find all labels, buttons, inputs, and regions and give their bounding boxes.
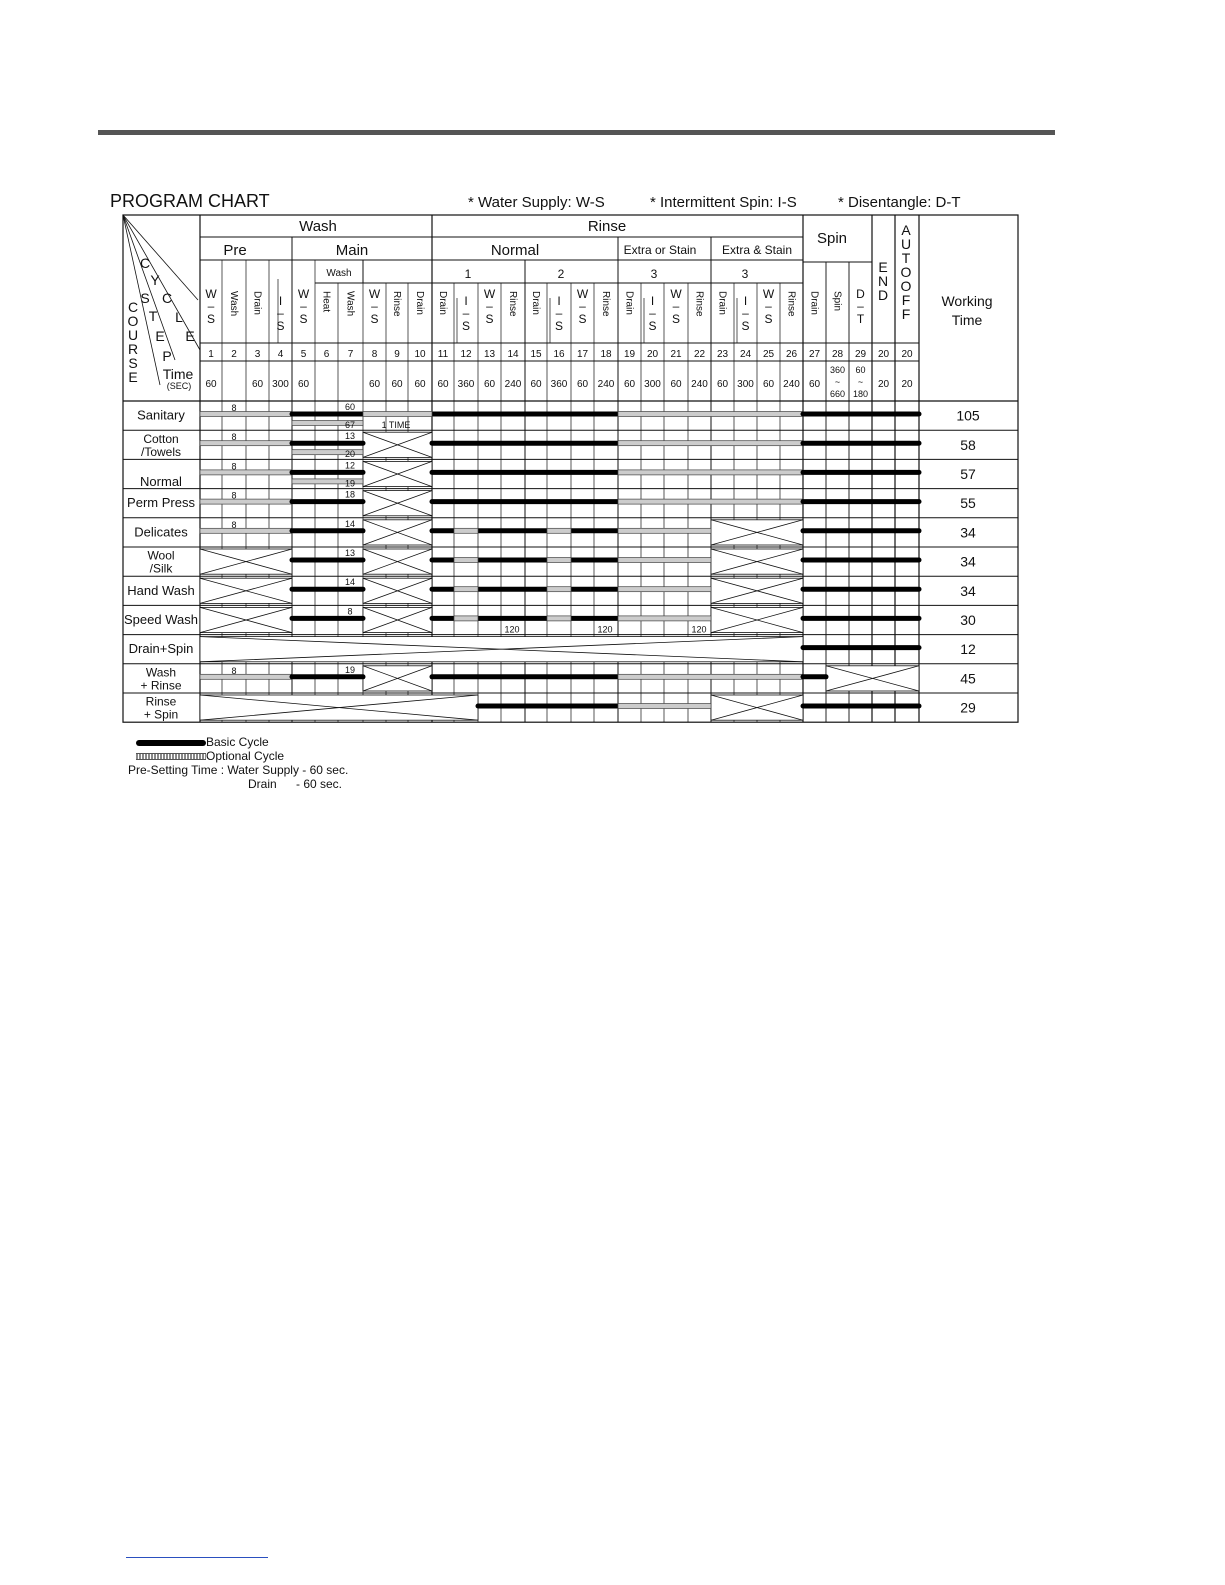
step-label-1-c: S bbox=[206, 312, 216, 326]
step-time-19: 60 bbox=[623, 379, 636, 390]
group-rinse-1: 1 bbox=[464, 267, 472, 281]
step-number-30: 20 bbox=[877, 349, 890, 360]
optional-cycle-bar bbox=[200, 412, 292, 417]
legend-basic-label: Basic Cycle bbox=[206, 735, 269, 749]
optional-cycle-bar bbox=[547, 528, 571, 533]
step-number-12: 12 bbox=[460, 349, 472, 360]
legend-presetting-drain bbox=[128, 777, 348, 791]
course-working-time-2: 57 bbox=[960, 466, 976, 482]
group-normal: Normal bbox=[490, 242, 540, 259]
step-label-9: Rinse bbox=[391, 291, 402, 317]
corner-course-0: C bbox=[127, 299, 139, 315]
step-label-16-c: S bbox=[554, 319, 564, 333]
course-name-2: Normal bbox=[140, 474, 182, 489]
step-number-16: 16 bbox=[553, 349, 565, 360]
step-label-4-a: I bbox=[278, 294, 283, 308]
step-label-24-b: – bbox=[742, 306, 749, 320]
step-label-24-a: I bbox=[743, 294, 748, 308]
course-working-time-1: 58 bbox=[960, 436, 976, 453]
step-label-25-c: S bbox=[764, 312, 773, 326]
corner-cycle-4: E bbox=[185, 328, 195, 344]
main-wash-minutes-3: 18 bbox=[344, 489, 356, 500]
step-number-4: 4 bbox=[277, 349, 284, 360]
course-name-6: Hand Wash bbox=[127, 582, 195, 598]
corner-cycle-0: C bbox=[139, 255, 151, 271]
group-rinse: Rinse bbox=[587, 218, 627, 235]
abbr-disentangle: * Disentangle: D-T bbox=[838, 194, 961, 211]
step-number-28: 28 bbox=[831, 349, 844, 360]
main-wash-opt-minutes-0: 67 bbox=[344, 420, 356, 430]
step-label-5-a: W bbox=[297, 287, 310, 301]
course-working-time-10: 29 bbox=[960, 699, 976, 716]
step-label-18: Rinse bbox=[600, 291, 611, 317]
corner-step-1: T bbox=[148, 308, 158, 324]
step-time-3: 60 bbox=[251, 379, 264, 390]
step-label-10: Drain bbox=[414, 291, 425, 315]
corner-course-1: O bbox=[127, 313, 139, 329]
course-name-5-b: /Silk bbox=[149, 561, 173, 576]
pre-wash-minutes-1: 8 bbox=[231, 432, 237, 443]
legend-optional-swatch bbox=[136, 753, 206, 760]
corner-time: Time bbox=[162, 366, 194, 382]
step-number-17: 17 bbox=[576, 349, 589, 360]
course-name-10-b: + Spin bbox=[143, 707, 179, 722]
step-number-3: 3 bbox=[254, 349, 261, 360]
course-name-8: Drain+Spin bbox=[128, 641, 194, 657]
group-auto-off-2: T bbox=[901, 250, 911, 266]
group-pre: Pre bbox=[223, 242, 247, 259]
step-label-28: Spin bbox=[831, 291, 843, 312]
course-working-time-3: 55 bbox=[960, 495, 976, 512]
step-label-13-b: – bbox=[486, 299, 493, 313]
step-number-7: 7 bbox=[347, 349, 354, 360]
main-wash-minutes-1: 13 bbox=[344, 431, 356, 442]
step-label-3: Drain bbox=[251, 291, 263, 315]
step-label-27: Drain bbox=[808, 291, 820, 315]
course-working-time-9: 45 bbox=[960, 670, 976, 687]
course-working-time-5: 34 bbox=[960, 553, 976, 570]
step-label-24-c: S bbox=[741, 319, 750, 333]
step-time-29-a: 60 bbox=[855, 365, 866, 375]
group-rinse-3b: 3 bbox=[741, 267, 749, 281]
step-time-22: 240 bbox=[691, 379, 708, 390]
step-time-28-b: ~ bbox=[834, 377, 841, 387]
optional-cycle-bar bbox=[618, 587, 711, 592]
pre-wash-minutes-4: 8 bbox=[231, 519, 237, 530]
step-label-12-b: – bbox=[462, 306, 470, 320]
optional-cycle-bar bbox=[618, 441, 803, 446]
corner-step-3: P bbox=[162, 348, 172, 364]
course-name-1-a: Cotton bbox=[143, 431, 179, 446]
step-time-9: 60 bbox=[391, 379, 403, 390]
optional-cycle-bar bbox=[200, 441, 292, 446]
step-number-19: 19 bbox=[623, 349, 636, 360]
step-time-23: 60 bbox=[716, 379, 729, 390]
abbr-water-supply: * Water Supply: W-S bbox=[468, 194, 605, 211]
step-label-16-a: I bbox=[557, 294, 561, 308]
step-label-13-a: W bbox=[483, 287, 496, 301]
step-number-25: 25 bbox=[762, 349, 775, 360]
step-label-12-a: I bbox=[464, 294, 468, 308]
group-spin: Spin bbox=[816, 230, 848, 247]
course-working-time-0: 105 bbox=[956, 407, 980, 424]
course-name-5-a: Wool bbox=[147, 548, 175, 563]
step-number-1: 1 bbox=[208, 349, 214, 360]
group-auto-off-6: F bbox=[901, 306, 911, 322]
step-time-21: 60 bbox=[670, 379, 682, 390]
step-label-2: Wash bbox=[228, 291, 239, 317]
step-time-4: 300 bbox=[272, 379, 289, 390]
optional-cycle-bar bbox=[618, 412, 803, 417]
step-label-14: Rinse bbox=[507, 291, 518, 317]
step-label-1-a: W bbox=[205, 287, 217, 301]
step-label-20-a: I bbox=[650, 294, 655, 308]
main-wash-minutes-0: 60 bbox=[344, 402, 356, 412]
optional-cycle-bar bbox=[547, 616, 571, 621]
corner-cycle-1: Y bbox=[150, 272, 160, 288]
corner-course-3: R bbox=[127, 341, 139, 357]
course-name-9-b: + Rinse bbox=[140, 678, 182, 693]
optional-cycle-bar bbox=[547, 558, 571, 563]
pre-wash-minutes-0: 8 bbox=[231, 403, 237, 413]
step-label-8-b: – bbox=[371, 299, 378, 313]
step-time-5: 60 bbox=[297, 379, 310, 390]
corner-diagonal bbox=[123, 215, 198, 300]
step-time-13: 60 bbox=[483, 379, 496, 390]
group-main-wash: Wash bbox=[326, 268, 352, 279]
step-label-25-b: – bbox=[765, 299, 772, 313]
optional-cycle-bar bbox=[618, 499, 803, 504]
course-name-9-a: Wash bbox=[145, 665, 177, 680]
step-time-28-a: 360 bbox=[829, 365, 846, 375]
step-label-17-b: – bbox=[579, 299, 586, 313]
step-time-25: 60 bbox=[762, 379, 775, 390]
corner-step-2: E bbox=[155, 328, 165, 344]
step-number-20: 20 bbox=[646, 349, 659, 360]
step-number-13: 13 bbox=[483, 349, 496, 360]
corner-course-4: S bbox=[128, 355, 138, 371]
optional-cycle-bar bbox=[454, 587, 478, 592]
step-number-11: 11 bbox=[437, 349, 449, 360]
optional-cycle-bar bbox=[618, 704, 711, 709]
step-label-15: Drain bbox=[530, 291, 541, 315]
rinse-time-7-0: 120 bbox=[504, 624, 520, 635]
step-label-19: Drain bbox=[623, 291, 635, 315]
group-extra-or-stain: Extra or Stain bbox=[623, 243, 697, 257]
legend-presetting: Pre-Setting Time : Water Supply - 60 sec. bbox=[128, 763, 349, 777]
step-number-27: 27 bbox=[808, 349, 821, 360]
course-working-time-7: 30 bbox=[960, 612, 976, 628]
course-working-time-4: 34 bbox=[960, 524, 976, 541]
optional-cycle-bar bbox=[618, 674, 803, 679]
step-time-29-c: 180 bbox=[852, 389, 869, 399]
step-label-11: Drain bbox=[437, 291, 448, 315]
step-number-22: 22 bbox=[693, 349, 706, 360]
step-time-1: 60 bbox=[205, 379, 217, 390]
step-label-23: Drain bbox=[716, 291, 728, 315]
rinse-time-7-2: 120 bbox=[691, 624, 707, 635]
step-label-6: Heat bbox=[320, 291, 332, 313]
step-label-8-c: S bbox=[370, 312, 379, 326]
step-number-14: 14 bbox=[507, 349, 519, 360]
course-name-0: Sanitary bbox=[137, 407, 185, 423]
group-auto-off-4: O bbox=[900, 278, 912, 294]
group-extra-and-stain: Extra & Stain bbox=[721, 243, 793, 257]
step-time-26: 240 bbox=[783, 379, 800, 390]
step-time-11: 60 bbox=[437, 379, 449, 390]
optional-cycle-bar bbox=[618, 470, 803, 475]
main-wash-opt-minutes-1: 20 bbox=[344, 449, 356, 460]
step-label-26: Rinse bbox=[785, 291, 797, 317]
step-label-1-b: – bbox=[207, 299, 215, 313]
group-end-0: E bbox=[878, 259, 888, 275]
group-auto-off-3: O bbox=[900, 264, 912, 280]
step-label-4-c: S bbox=[276, 319, 285, 333]
step-number-29: 29 bbox=[854, 349, 867, 360]
step-label-25-a: W bbox=[762, 287, 775, 301]
step-label-21-b: – bbox=[672, 299, 680, 313]
legend-drain-value: - 60 sec. bbox=[296, 777, 343, 791]
step-time-24: 300 bbox=[737, 379, 754, 390]
group-auto-off-5: F bbox=[901, 292, 911, 308]
optional-cycle-bar bbox=[454, 528, 478, 533]
step-time-29-b: ~ bbox=[857, 377, 864, 387]
corner-cycle-3: L bbox=[175, 309, 183, 325]
step-time-20: 300 bbox=[644, 379, 661, 390]
step-number-24: 24 bbox=[739, 349, 752, 360]
footer-link-rule bbox=[126, 1557, 268, 1558]
course-working-time-8: 12 bbox=[960, 641, 976, 658]
step-label-5-b: – bbox=[300, 299, 307, 313]
step-number-23: 23 bbox=[716, 349, 729, 360]
course-name-7: Speed Wash bbox=[124, 612, 198, 627]
course-name-10-a: Rinse bbox=[145, 694, 177, 709]
step-label-4-b: – bbox=[277, 306, 284, 320]
step-time-28-c: 660 bbox=[829, 389, 846, 399]
step-label-22: Rinse bbox=[693, 291, 705, 317]
main-wash-minutes-6: 14 bbox=[344, 577, 356, 588]
group-wash: Wash bbox=[299, 218, 337, 235]
optional-cycle-bar bbox=[454, 616, 478, 621]
rinse-time-7-1: 120 bbox=[597, 624, 613, 635]
legend-optional-label: Optional Cycle bbox=[206, 749, 285, 763]
optional-cycle-bar bbox=[200, 528, 292, 533]
legend-optional bbox=[128, 749, 348, 763]
step-time-18: 240 bbox=[597, 379, 615, 390]
step-label-12-c: S bbox=[461, 319, 471, 333]
step-time-15: 60 bbox=[530, 379, 542, 390]
step-number-2: 2 bbox=[231, 349, 237, 360]
step-time-8: 60 bbox=[368, 379, 381, 390]
step-number-15: 15 bbox=[530, 349, 542, 360]
course-name-4: Delicates bbox=[134, 524, 188, 540]
step-number-6: 6 bbox=[323, 349, 330, 360]
step-number-8: 8 bbox=[371, 349, 378, 360]
course-name-1-b: /Towels bbox=[140, 444, 182, 459]
course-name-3: Perm Press bbox=[127, 495, 195, 511]
legend-basic-swatch bbox=[136, 740, 206, 746]
optional-cycle-bar bbox=[618, 558, 711, 563]
step-number-31: 20 bbox=[901, 349, 913, 360]
working-time-label-2: Time bbox=[951, 312, 983, 328]
step-label-17-c: S bbox=[578, 312, 587, 326]
step-label-16-b: – bbox=[555, 306, 563, 320]
step-label-29-b: – bbox=[857, 299, 864, 313]
step-number-10: 10 bbox=[414, 349, 426, 360]
main-wash-minutes-2: 12 bbox=[344, 460, 356, 471]
step-label-7: Wash bbox=[344, 291, 356, 317]
legend-drain-label: Drain bbox=[248, 777, 277, 791]
optional-cycle-bar bbox=[363, 412, 432, 417]
step-time-30: 20 bbox=[877, 379, 890, 390]
corner-course-2: U bbox=[127, 327, 139, 343]
step-label-21-c: S bbox=[671, 312, 681, 326]
step-label-5-c: S bbox=[299, 312, 308, 326]
course-working-time-6: 34 bbox=[960, 582, 976, 599]
step-label-13-c: S bbox=[485, 312, 494, 326]
step-label-8-a: W bbox=[368, 287, 381, 301]
main-wash-opt-minutes-2: 19 bbox=[344, 478, 356, 489]
step-time-16: 360 bbox=[550, 379, 568, 390]
group-main: Main bbox=[335, 242, 369, 259]
step-number-26: 26 bbox=[785, 349, 798, 360]
step-label-20-b: – bbox=[649, 306, 656, 320]
course-note-0: 1 TIME bbox=[381, 420, 411, 430]
optional-cycle-bar bbox=[618, 528, 711, 533]
pre-wash-minutes-2: 8 bbox=[231, 461, 237, 472]
group-rinse-2: 2 bbox=[557, 267, 565, 281]
abbr-intermittent-spin: * Intermittent Spin: I-S bbox=[650, 194, 797, 211]
step-label-21-a: W bbox=[670, 287, 682, 301]
working-time-label-1: Working bbox=[941, 293, 993, 309]
main-wash-minutes-7: 8 bbox=[347, 606, 353, 617]
optional-cycle-bar bbox=[547, 587, 571, 592]
step-number-5: 5 bbox=[300, 349, 307, 360]
group-end-2: D bbox=[877, 287, 889, 303]
step-number-18: 18 bbox=[600, 349, 612, 360]
step-time-31: 20 bbox=[901, 379, 913, 390]
step-time-17: 60 bbox=[576, 379, 589, 390]
step-label-20-c: S bbox=[648, 319, 657, 333]
group-end-1: N bbox=[877, 273, 889, 289]
step-number-9: 9 bbox=[394, 349, 400, 360]
corner-sec: (SEC) bbox=[166, 381, 192, 391]
optional-cycle-bar bbox=[454, 558, 478, 563]
optional-cycle-bar bbox=[200, 674, 292, 679]
main-wash-minutes-5: 13 bbox=[344, 548, 356, 558]
legend bbox=[128, 735, 348, 791]
page-title: PROGRAM CHART bbox=[110, 191, 270, 211]
corner-cycle-2: C bbox=[161, 290, 173, 306]
step-time-12: 360 bbox=[457, 379, 475, 390]
group-rinse-3a: 3 bbox=[650, 267, 658, 281]
step-time-27: 60 bbox=[808, 379, 821, 390]
optional-cycle-bar bbox=[618, 616, 711, 621]
main-wash-minutes-9: 19 bbox=[344, 664, 356, 675]
step-label-29-a: D bbox=[856, 287, 865, 301]
step-time-14: 240 bbox=[504, 379, 522, 390]
step-time-10: 60 bbox=[414, 379, 426, 390]
group-auto-off-0: A bbox=[901, 222, 911, 238]
step-label-29-c: T bbox=[856, 312, 865, 326]
legend-basic bbox=[128, 735, 348, 749]
optional-cycle-bar bbox=[200, 499, 292, 504]
step-label-17-a: W bbox=[576, 287, 589, 301]
main-wash-minutes-4: 14 bbox=[344, 518, 356, 529]
optional-cycle-bar bbox=[200, 470, 292, 475]
pre-wash-minutes-3: 8 bbox=[231, 490, 237, 501]
step-number-21: 21 bbox=[670, 349, 682, 360]
corner-course-5: E bbox=[128, 369, 138, 385]
pre-wash-minutes-9: 8 bbox=[231, 665, 237, 676]
group-auto-off-1: U bbox=[900, 236, 912, 252]
corner-step-0: S bbox=[140, 290, 150, 306]
